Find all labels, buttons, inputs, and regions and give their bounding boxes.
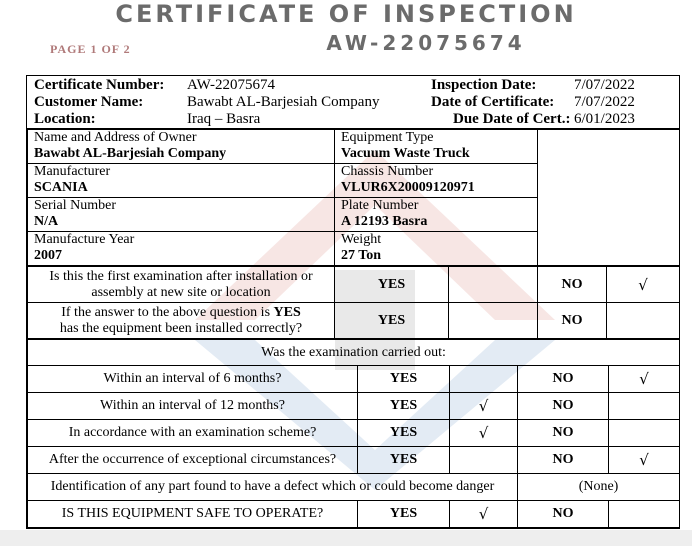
- weight-label: Weight: [341, 232, 382, 247]
- yes-mark: √: [450, 420, 518, 447]
- no-mark: [609, 420, 680, 447]
- owner-label: Name and Address of Owner: [34, 130, 197, 145]
- page-indicator: PAGE 1 OF 2: [50, 42, 131, 56]
- question-text-post: has the equipment been installed correctly?: [59, 320, 303, 336]
- table-row: [28, 366, 680, 393]
- table-row: [28, 474, 680, 501]
- defect-text: Identification of any part found to have a defect which or could become danger: [28, 474, 518, 501]
- serial-value: N/A: [34, 214, 59, 229]
- no-mark: √: [609, 447, 680, 474]
- question-text: Within an interval of 12 months?: [28, 393, 358, 420]
- installation-questions-table: [27, 266, 680, 339]
- weight-value: 27 Ton: [341, 248, 382, 263]
- question-text-pre: If the answer to the above question is: [61, 304, 271, 320]
- plate-label: Plate Number: [341, 198, 419, 213]
- due-date-label: Due Date of Cert.:: [453, 111, 571, 127]
- table-row: [28, 267, 680, 303]
- question-text: Within an interval of 6 months?: [28, 366, 358, 393]
- table-row: [28, 447, 680, 474]
- no-label: NO: [518, 366, 609, 393]
- defect-value: (None): [518, 474, 680, 501]
- yes-label: YES: [358, 447, 450, 474]
- certificate-info: [27, 76, 679, 129]
- table-row: [28, 130, 680, 164]
- question-text-bold: YES: [273, 304, 301, 320]
- certificate-document: [26, 75, 680, 529]
- location-label: Location:: [34, 111, 96, 127]
- year-label: Manufacture Year: [34, 232, 135, 247]
- inspection-date-label: Inspection Date:: [431, 77, 537, 93]
- equipment-type-cell: [335, 130, 538, 164]
- equipment-type-value: Vacuum Waste Truck: [341, 146, 470, 161]
- question-text: In accordance with an examination scheme?: [28, 420, 358, 447]
- viewer-bottom-bar: [0, 530, 692, 546]
- yes-label: YES: [358, 501, 450, 528]
- serial-label: Serial Number: [34, 198, 117, 213]
- equipment-type-label: Equipment Type: [341, 130, 434, 145]
- yes-label: YES: [358, 393, 450, 420]
- no-label: NO: [518, 501, 609, 528]
- manufacturer-label: Manufacturer: [34, 164, 111, 179]
- serial-cell: [28, 198, 335, 232]
- no-label: NO: [538, 267, 607, 303]
- yes-mark: [450, 447, 518, 474]
- yes-label: YES: [335, 303, 449, 339]
- examination-table: [27, 339, 680, 528]
- table-row: [28, 501, 680, 528]
- section-heading: Was the examination carried out:: [28, 340, 680, 366]
- customer-name-label: Customer Name:: [34, 94, 144, 110]
- no-label: NO: [518, 393, 609, 420]
- inspection-date-value: 7/07/2022: [574, 77, 635, 93]
- plate-value: A 12193 Basra: [341, 214, 428, 229]
- no-mark: [607, 303, 680, 339]
- manufacturer-value: SCANIA: [34, 180, 88, 195]
- chassis-cell: [335, 164, 538, 198]
- no-mark: √: [609, 366, 680, 393]
- no-label: NO: [518, 447, 609, 474]
- table-row: [28, 393, 680, 420]
- equipment-details-table: [27, 129, 680, 266]
- no-label: NO: [538, 303, 607, 339]
- year-cell: [28, 232, 335, 266]
- question-text: After the occurrence of exceptional circumstances?: [28, 447, 358, 474]
- no-mark: √: [607, 267, 680, 303]
- yes-mark: [449, 303, 538, 339]
- question-text: Is this the first examination after installation or assembly at new site or location: [28, 267, 335, 303]
- year-value: 2007: [34, 248, 62, 263]
- due-date-value: 6/01/2023: [574, 111, 635, 127]
- no-label: NO: [518, 420, 609, 447]
- question-text: [28, 303, 335, 339]
- manufacturer-cell: [28, 164, 335, 198]
- blank-cell: [538, 130, 680, 266]
- yes-label: YES: [358, 420, 450, 447]
- table-row: [28, 340, 680, 366]
- certificate-date-value: 7/07/2022: [574, 94, 635, 110]
- yes-mark: √: [450, 501, 518, 528]
- certificate-title: CERTIFICATE OF INSPECTION: [115, 0, 577, 28]
- weight-cell: [335, 232, 538, 266]
- table-row: [28, 420, 680, 447]
- yes-mark: [450, 366, 518, 393]
- yes-label: YES: [358, 366, 450, 393]
- no-mark: [609, 393, 680, 420]
- no-mark: [609, 501, 680, 528]
- customer-name-value: Bawabt AL-Barjesiah Company: [187, 94, 380, 110]
- certificate-reference: AW-22075674: [326, 31, 526, 55]
- certificate-date-label: Date of Certificate:: [431, 94, 555, 110]
- owner-cell: [28, 130, 335, 164]
- yes-mark: [449, 267, 538, 303]
- chassis-value: VLUR6X20009120971: [341, 180, 475, 195]
- certificate-number-label: Certificate Number:: [34, 77, 165, 93]
- certificate-number-value: AW-22075674: [187, 77, 275, 93]
- plate-cell: [335, 198, 538, 232]
- chassis-label: Chassis Number: [341, 164, 434, 179]
- yes-label: YES: [335, 267, 449, 303]
- yes-mark: √: [450, 393, 518, 420]
- owner-value: Bawabt AL-Barjesiah Company: [34, 146, 227, 161]
- table-row: [28, 303, 680, 339]
- location-value: Iraq – Basra: [187, 111, 261, 127]
- safe-question-text: IS THIS EQUIPMENT SAFE TO OPERATE?: [28, 501, 358, 528]
